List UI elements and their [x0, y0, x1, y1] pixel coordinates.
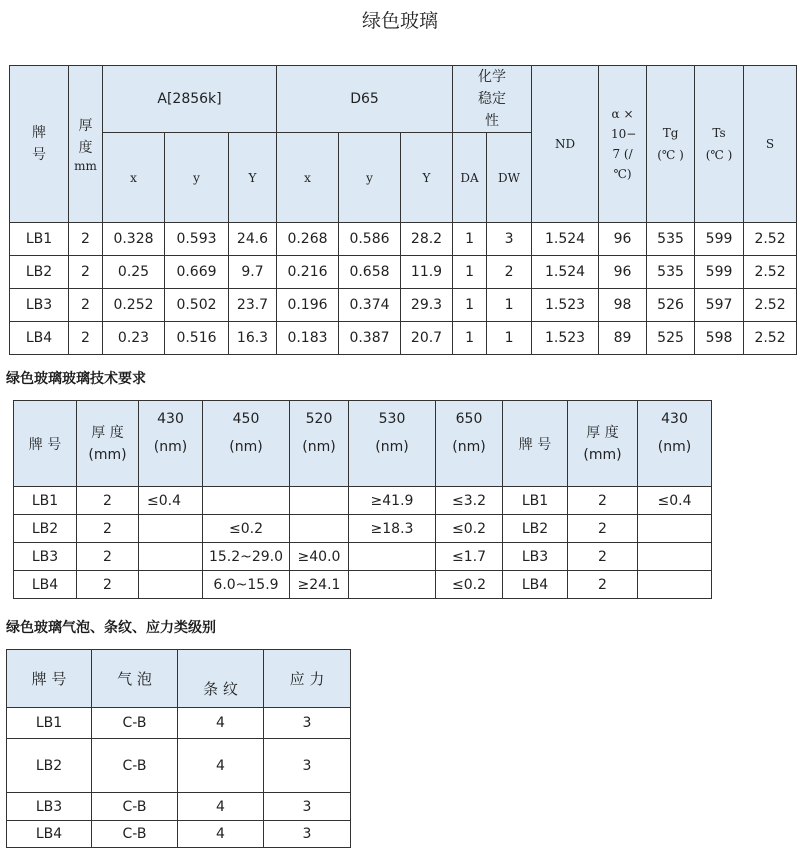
cell: LB4 — [10, 322, 69, 355]
cell: 0.387 — [339, 322, 401, 355]
cell — [290, 515, 349, 543]
cell — [203, 487, 290, 515]
cell: 2 — [69, 289, 103, 322]
header-stress: 应 力 — [264, 650, 351, 708]
header-alpha: α × 10− 7 (/ ℃) — [599, 66, 647, 223]
cell: ≥41.9 — [349, 487, 436, 515]
cell: 96 — [599, 223, 647, 256]
cell: 4 — [178, 793, 264, 821]
optical-properties-table — [9, 65, 797, 355]
header-520nm: 520 (nm) — [290, 401, 349, 487]
table-row — [10, 223, 797, 256]
cell: 599 — [695, 223, 744, 256]
cell: 98 — [599, 289, 647, 322]
cell: 2.52 — [744, 256, 797, 289]
cell: 2 — [77, 543, 139, 571]
subheader-a-Y: Y — [229, 133, 277, 223]
cell: 0.216 — [277, 256, 339, 289]
cell: 16.3 — [229, 322, 277, 355]
cell: 29.3 — [401, 289, 453, 322]
cell: C-B — [92, 793, 178, 821]
cell: ≤1.7 — [436, 543, 503, 571]
header-thickness-2: 厚 度 (mm) — [568, 401, 638, 487]
cell: ≥40.0 — [290, 543, 349, 571]
section-title-bubble-stripe-stress: 绿色玻璃气泡、条纹、应力类级别 — [6, 620, 216, 636]
cell: 2 — [77, 515, 139, 543]
cell: 2.52 — [744, 322, 797, 355]
cell — [638, 515, 712, 543]
cell — [349, 571, 436, 599]
cell: 1 — [453, 256, 487, 289]
table-row — [7, 739, 351, 793]
cell: C-B — [92, 739, 178, 793]
cell: LB4 — [14, 571, 77, 599]
cell: 2 — [568, 543, 638, 571]
cell: 1.523 — [532, 289, 599, 322]
tech-requirements-table — [13, 400, 712, 599]
header-tg: Tg (℃ ) — [647, 66, 695, 223]
cell: 0.374 — [339, 289, 401, 322]
subheader-dw: DW — [487, 133, 532, 223]
header-thickness-unit: mm — [74, 159, 97, 173]
cell: 0.516 — [165, 322, 229, 355]
cell: ≥24.1 — [290, 571, 349, 599]
table-row — [14, 571, 712, 599]
cell: LB3 — [7, 793, 92, 821]
subheader-a-y: y — [165, 133, 229, 223]
header-stripe: 条 纹 — [178, 650, 264, 708]
cell: 1 — [487, 289, 532, 322]
cell: LB3 — [14, 543, 77, 571]
cell: 0.669 — [165, 256, 229, 289]
cell: 96 — [599, 256, 647, 289]
cell: LB1 — [503, 487, 568, 515]
section-title-tech-requirements: 绿色玻璃玻璃技术要求 — [6, 371, 146, 387]
header-nd: ND — [532, 66, 599, 223]
table-row — [7, 821, 351, 848]
cell: 28.2 — [401, 223, 453, 256]
cell: LB1 — [7, 708, 92, 739]
cell: ≤3.2 — [436, 487, 503, 515]
header-brand-2: 牌 号 — [503, 401, 568, 487]
cell: 0.196 — [277, 289, 339, 322]
cell: 3 — [264, 739, 351, 793]
cell: 0.328 — [103, 223, 165, 256]
table-row — [10, 289, 797, 322]
cell: LB4 — [7, 821, 92, 848]
cell: LB2 — [14, 515, 77, 543]
cell: ≤0.4 — [139, 487, 203, 515]
cell: LB4 — [503, 571, 568, 599]
header-530nm: 530 (nm) — [349, 401, 436, 487]
cell: 2 — [568, 487, 638, 515]
cell: 3 — [487, 223, 532, 256]
cell: 1.523 — [532, 322, 599, 355]
cell: 2 — [69, 223, 103, 256]
cell: 3 — [264, 821, 351, 848]
cell: 0.25 — [103, 256, 165, 289]
cell — [139, 515, 203, 543]
header-650nm: 650 (nm) — [436, 401, 503, 487]
table-row — [10, 322, 797, 355]
header-thickness — [69, 66, 103, 223]
cell: 535 — [647, 256, 695, 289]
cell: 0.183 — [277, 322, 339, 355]
cell: 20.7 — [401, 322, 453, 355]
cell — [290, 487, 349, 515]
subheader-da: DA — [453, 133, 487, 223]
cell: LB3 — [503, 543, 568, 571]
cell: 15.2~29.0 — [203, 543, 290, 571]
table-row — [10, 256, 797, 289]
subheader-d65-x: x — [277, 133, 339, 223]
cell: 525 — [647, 322, 695, 355]
cell — [349, 543, 436, 571]
cell: LB2 — [503, 515, 568, 543]
cell: 0.658 — [339, 256, 401, 289]
cell: LB3 — [10, 289, 69, 322]
cell: 4 — [178, 708, 264, 739]
subheader-d65-y: y — [339, 133, 401, 223]
header-430nm-2: 430 (nm) — [638, 401, 712, 487]
header-a-2856k: A[2856k] — [103, 66, 277, 133]
header-s: S — [744, 66, 797, 223]
cell: ≤0.4 — [638, 487, 712, 515]
table-row — [14, 543, 712, 571]
header-ts: Ts (℃ ) — [695, 66, 744, 223]
cell: 2 — [77, 571, 139, 599]
cell: 597 — [695, 289, 744, 322]
cell: 1 — [453, 289, 487, 322]
cell: 9.7 — [229, 256, 277, 289]
cell: 3 — [264, 708, 351, 739]
cell: LB1 — [10, 223, 69, 256]
cell: 2.52 — [744, 223, 797, 256]
cell: 4 — [178, 739, 264, 793]
cell: 526 — [647, 289, 695, 322]
cell: 0.268 — [277, 223, 339, 256]
cell — [139, 543, 203, 571]
cell: LB2 — [10, 256, 69, 289]
cell: ≤0.2 — [436, 571, 503, 599]
table-row — [14, 515, 712, 543]
cell: ≥18.3 — [349, 515, 436, 543]
cell: LB2 — [7, 739, 92, 793]
table-row — [7, 793, 351, 821]
cell: 598 — [695, 322, 744, 355]
subheader-d65-Y: Y — [401, 133, 453, 223]
cell: 1.524 — [532, 223, 599, 256]
cell: 1 — [453, 223, 487, 256]
cell: 0.593 — [165, 223, 229, 256]
table-row — [14, 487, 712, 515]
cell: 89 — [599, 322, 647, 355]
cell: 1 — [487, 322, 532, 355]
table-row — [7, 708, 351, 739]
cell: 2.52 — [744, 289, 797, 322]
header-thickness: 厚 度 (mm) — [77, 401, 139, 487]
cell: 2 — [77, 487, 139, 515]
header-brand: 牌号 — [10, 66, 69, 223]
cell: 2 — [69, 322, 103, 355]
header-thickness-label: 厚度 — [78, 118, 93, 156]
cell: 4 — [178, 821, 264, 848]
cell: ≤0.2 — [436, 515, 503, 543]
cell: ≤0.2 — [203, 515, 290, 543]
header-d65: D65 — [277, 66, 453, 133]
cell — [139, 571, 203, 599]
cell: 599 — [695, 256, 744, 289]
header-430nm: 430 (nm) — [139, 401, 203, 487]
cell: 2 — [487, 256, 532, 289]
cell: 23.7 — [229, 289, 277, 322]
cell: 1.524 — [532, 256, 599, 289]
cell: LB1 — [14, 487, 77, 515]
cell: 3 — [264, 793, 351, 821]
cell: 11.9 — [401, 256, 453, 289]
cell: 535 — [647, 223, 695, 256]
cell: C-B — [92, 821, 178, 848]
subheader-a-x: x — [103, 133, 165, 223]
cell: 1 — [453, 322, 487, 355]
cell — [638, 571, 712, 599]
cell: 6.0~15.9 — [203, 571, 290, 599]
header-450nm: 450 (nm) — [203, 401, 290, 487]
cell: 0.252 — [103, 289, 165, 322]
cell: 0.586 — [339, 223, 401, 256]
cell: 0.502 — [165, 289, 229, 322]
cell: 0.23 — [103, 322, 165, 355]
cell: C-B — [92, 708, 178, 739]
header-brand: 牌 号 — [7, 650, 92, 708]
cell: 2 — [568, 515, 638, 543]
cell: 2 — [568, 571, 638, 599]
cell: 2 — [69, 256, 103, 289]
header-brand: 牌 号 — [14, 401, 77, 487]
cell: 24.6 — [229, 223, 277, 256]
header-bubble: 气 泡 — [92, 650, 178, 708]
page-title: 绿色玻璃 — [361, 10, 438, 32]
header-chemical-stability: 化学稳定性 — [453, 66, 532, 133]
bubble-stripe-stress-table — [6, 649, 351, 848]
cell — [638, 543, 712, 571]
